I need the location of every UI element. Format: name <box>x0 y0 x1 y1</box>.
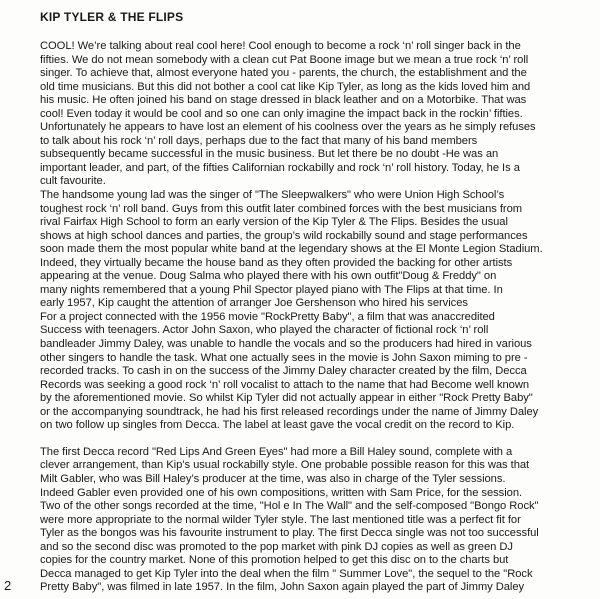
page-number: 2 <box>4 578 12 593</box>
paragraph-intro: COOL! We’re talking about real cool here! Cool enough to become a rock ‘n’ roll singer back in the fifties. We do not mean somebody with a clean cut Pat Boone image but we mean a true rock ‘n’ roll singer. To achieve that, almost everyone hated you - parents, the church, the establishment and the old time musicians. But this did not bother a cool cat like Kip Tyler, as long as the kids loved him and his music. He often joined his band on stage dressed in black leather and on a Motorbike. That was cool! Even today it would be cool and so one can only imagine the impact back in the rockin’ fifties. Unfortunately he appears to have lost an element of his coolness over the years as he simply refuses to talk about his rock ‘n’ roll days, perhaps due to the fact that many of his band members subsequently became successful in the music business. But let there be no doubt -He was an important leader, and part, of the fifties Californian rockabilly and rock ‘n’ roll history. Today, he Is a cult favourite. <box>40 40 536 188</box>
article-body <box>40 40 600 595</box>
paragraph-rock-pretty-baby: For a project connected with the 1956 movie "RockPretty Baby", a film that was anaccredited Success with teenagers. Actor John Saxon, who played the character of fictional rock ‘n’ roll bandleader Jimmy Daley, was unable to handle the vocals and so the producers had hired in various other singers to handle the task. What one actually sees in the movie is John Saxon miming to pre - recorded tracks. To cash in on the success of the Jimmy Daley character created by the film, Decca Records was seeking a good rock ‘n’ roll vocalist to attach to the name that had Become well known by the aforementioned movie. So whilst Kip Tyler did not actually appear in either "Rock Pretty Baby" or the accompanying soundtrack, he had his first released recordings under the name of Jimmy Daley on two follow up singles from Decca. The label at least gave the vocal credit on the record to Kip. <box>40 310 539 432</box>
paragraph-sleepwalkers: The handsome young lad was the singer of "The Sleepwalkers" who were Union High School’s toughest rock ‘n’ roll band. Guys from this outfit later combined forces with the best musicians from rival Fairfax High School to form an early version of the Kip Tyler & The Flips. Besides the usual shows at high school dances and parties, the group’s wild rockabilly sound and stage performances soon made them the most popular white band at the legendary shows at the El Monte Legion Stadium. Indeed, they virtually became the house band as they often provided the backing for other artists appearing at the venue. Doug Salma who played there with his own outfit"Doug & Freddy" on many nights remembered that a young Phil Spector played piano with The Flips at that time. In early 1957, Kip caught the attention of arranger Joe Gershenson who hired his services <box>40 189 543 310</box>
paragraph-decca-records: The first Decca record "Red Lips And Green Eyes" had more a Bill Haley sound, complete with a clever arrangement, than Kip’s usual rockabilly style. One probable possible reason for this was that Milt Gabler, who was Bill Haley’s producer at the time, was also in charge of the Tyler sessions. Indeed Gabler even provided one of his own compositions, written with Sam Price, for the session. Two of the other songs recorded at the time, "Hol e In The Wall" and the self-composed "Bongo Rock" were more appropriate to the normal wilder Tyler style. The last mentioned title was a perfect fit for Tyler as the bongos was his favourite instrument to play. The first Decca single was not too successful and so the second disc was promoted to the pop market with pink DJ copies as well as green DJ copies for the country market. None of this promotion helped to get this disc on to the charts but Decca managed to get Kip Tyler into the deal when the film " Summer Love", the sequel to the "Rock Pretty Baby", was filmed in late 1957. In the film, John Saxon again played the part of Jimmy Daley <box>40 445 539 594</box>
page-title: KIP TYLER & THE FLIPS <box>40 10 184 24</box>
